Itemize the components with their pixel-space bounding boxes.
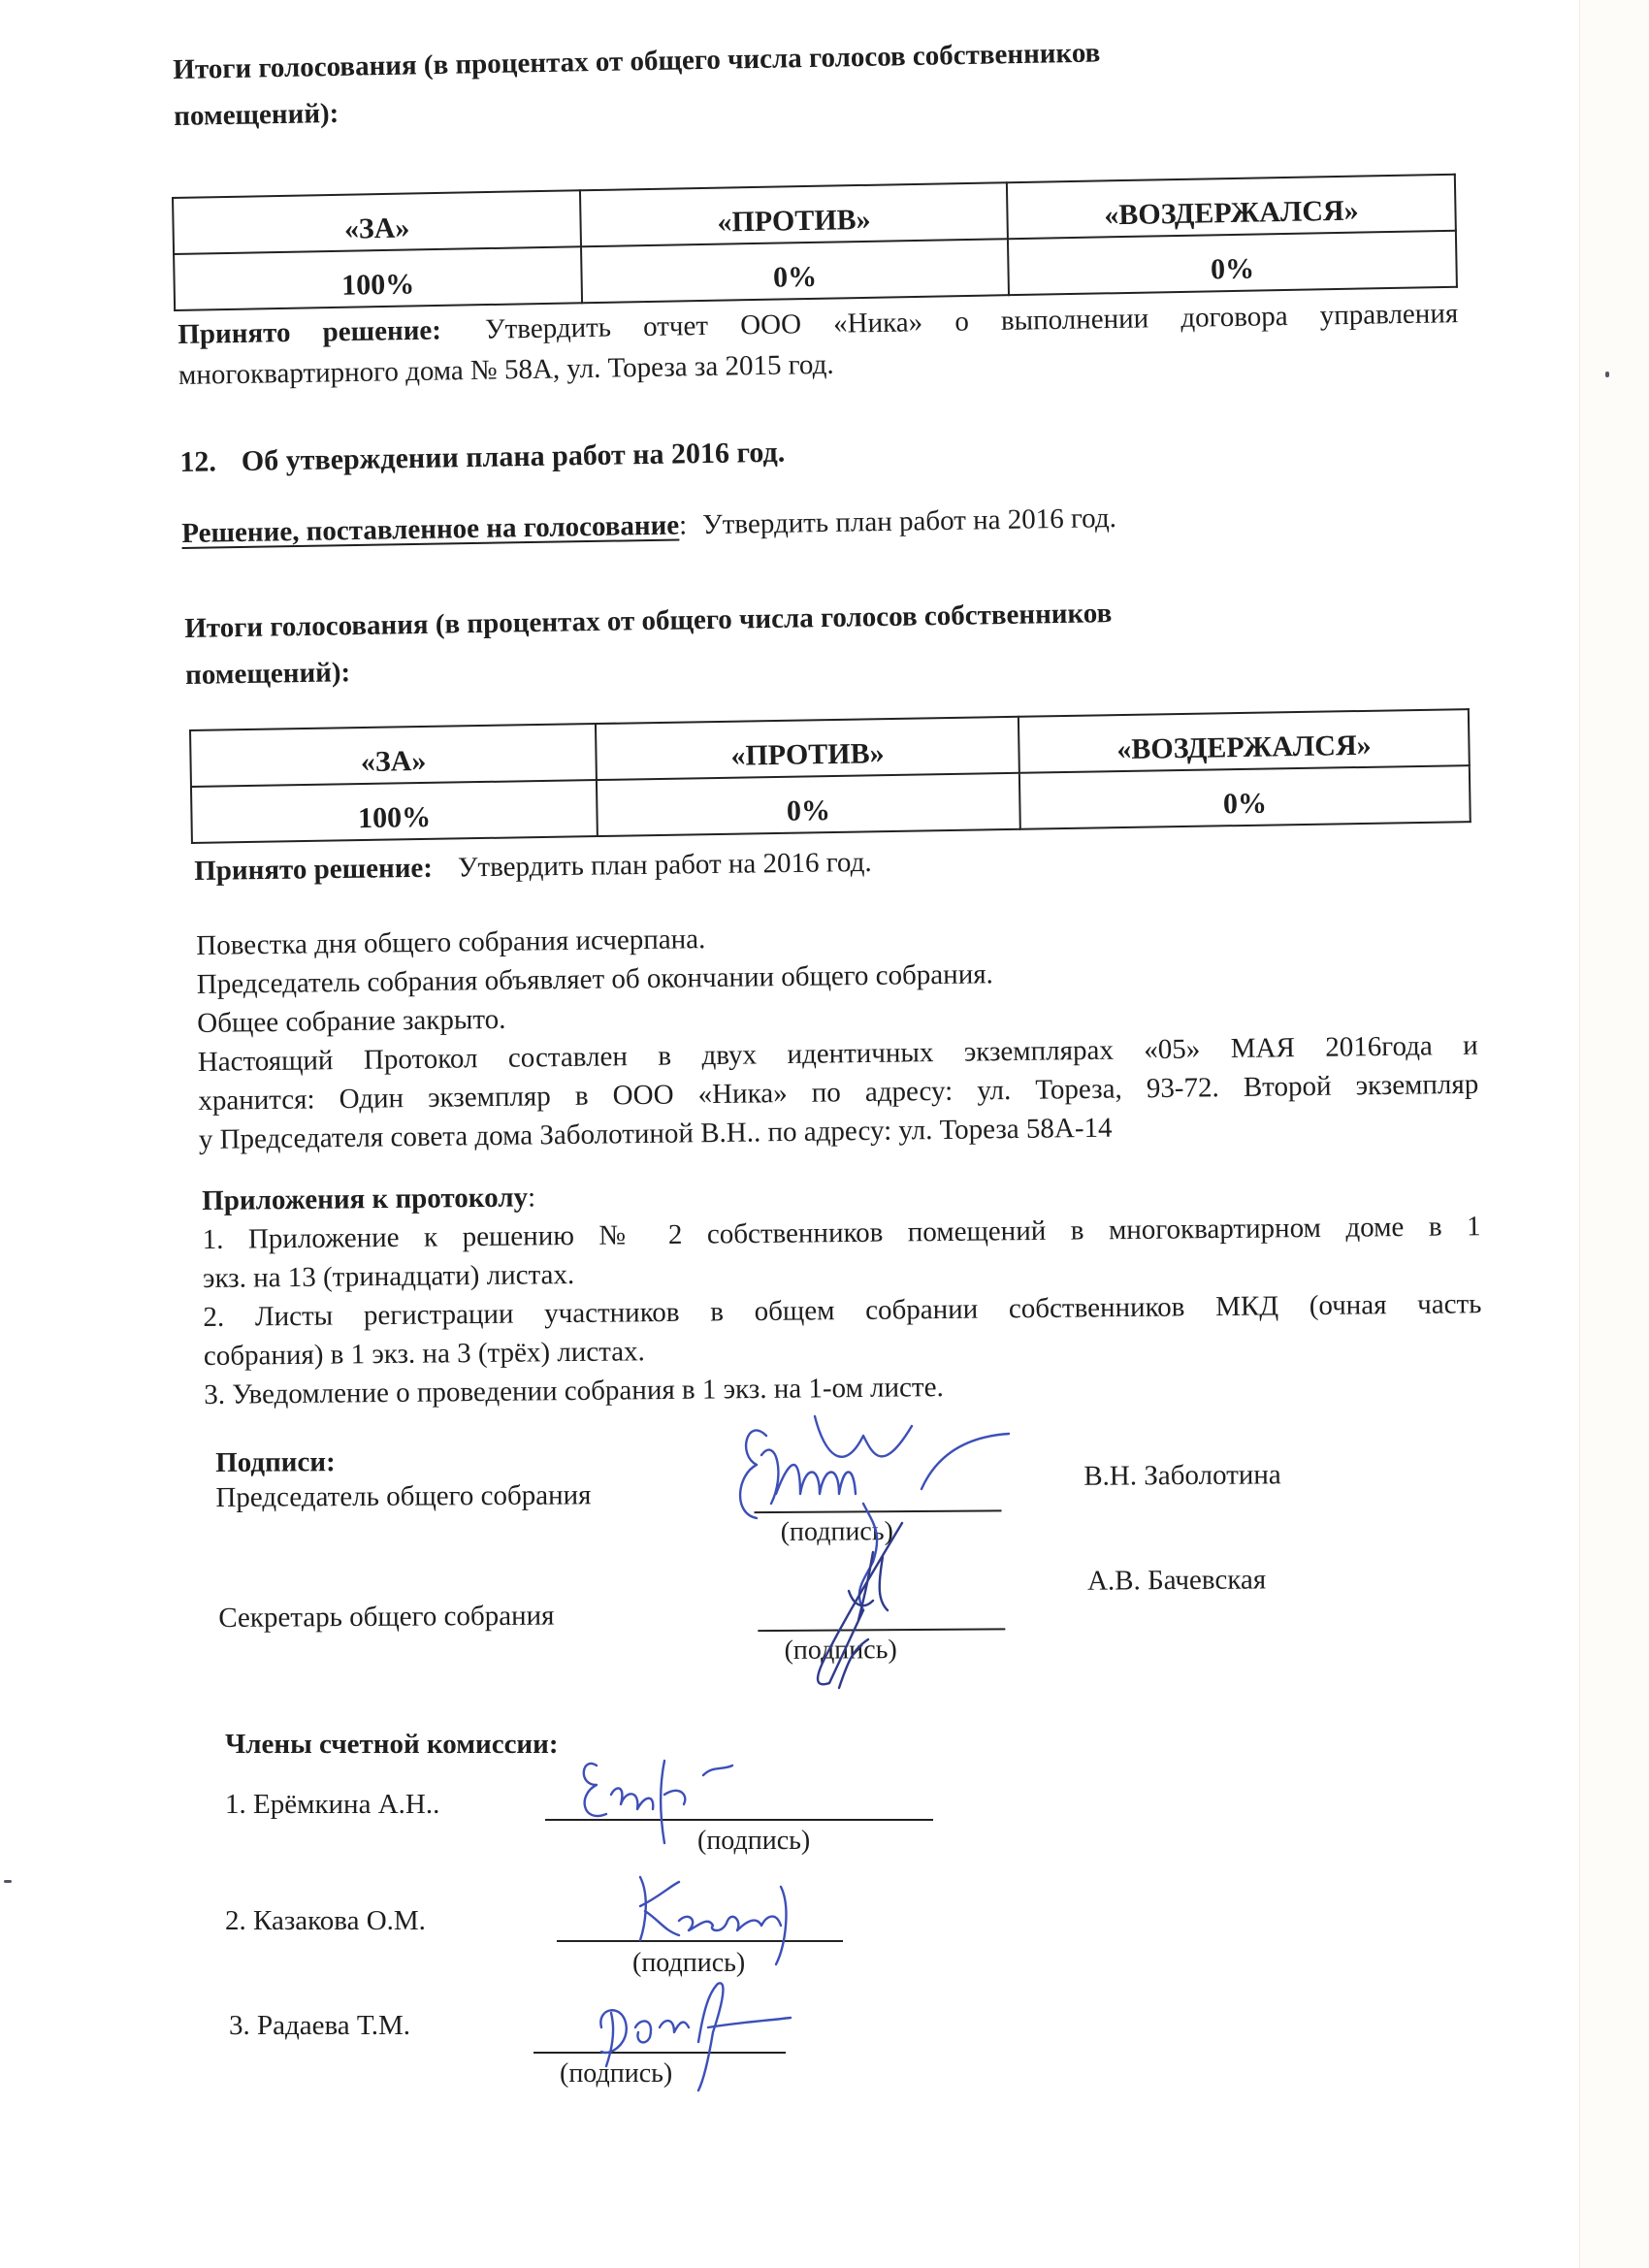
s11-decision-text-line2: многоквартирного дома № 58А, ул. Тореза за 2015 год.: [178, 348, 834, 391]
commission-member-1-signature-stroke: [584, 1761, 732, 1843]
closing-block: [196, 910, 1479, 1159]
s12-decision: [194, 843, 872, 891]
commission-member-3-signature-stroke: [600, 1983, 791, 2090]
s12-decision-label: Принято решение:: [194, 852, 434, 887]
s11-header-vozderzhalsya: «ВОЗДЕРЖАЛСЯ»: [1007, 175, 1456, 239]
commission-member-1-caption: (подпись): [697, 1826, 811, 1856]
chair-role: Председатель общего собрания: [215, 1479, 592, 1513]
s12-number: 12.: [179, 445, 217, 478]
protocol-line-3: у Председателя совета дома Заболотиной В.Н.. по адресу: ул. Тореза 58А-14: [198, 1112, 1113, 1155]
secretary-role: Секретарь общего собрания: [218, 1600, 555, 1634]
s12-proposal-text: Утвердить план работ на 2016 год.: [701, 502, 1117, 541]
s11-votes-table: [172, 174, 1458, 311]
s12-header-za: «ЗА»: [190, 724, 597, 787]
commission-member-2-handwritten-signature: [621, 1867, 834, 1974]
s11-results-heading: [173, 33, 1101, 136]
commission-member-2-name: 2. Казакова О.М.: [225, 1905, 426, 1936]
signatures-heading: Подписи:: [215, 1446, 336, 1478]
scan-speck: [4, 1880, 12, 1883]
commission-heading: [225, 1725, 559, 1764]
s11-value-protiv: 0%: [581, 239, 1009, 303]
closing-line-1: Повестка дня общего собрания исчерпана.: [196, 923, 706, 961]
attachments-heading-colon: :: [527, 1182, 536, 1214]
s12-votes-table-wrap: [189, 708, 1471, 844]
s12-results-heading: [184, 594, 1113, 695]
s12-title: Об утверждении плана работ на 2016 год.: [241, 436, 786, 477]
protocol-line-1: Настоящий Протокол составлен в двух идентичных экземплярах «05» МАЯ 2016года и: [197, 1029, 1478, 1078]
attachment-1-line2: экз. на 13 (тринадцати) листах.: [202, 1258, 575, 1294]
s12-proposal-colon: :: [678, 509, 688, 541]
s12-value-protiv: 0%: [597, 773, 1020, 836]
attachments-block: [202, 1168, 1482, 1414]
s12-votes-table: [189, 708, 1471, 844]
s12-value-za: 100%: [191, 780, 598, 843]
commission-member-1-name: 1. Ерёмкина А.Н..: [225, 1789, 440, 1820]
s12-decision-text: Утвердить план работ на 2016 год.: [457, 846, 872, 884]
commission-member-3-caption: (подпись): [560, 2058, 673, 2089]
scan-speck: [1605, 372, 1609, 377]
s11-value-vozderzhalsya: 0%: [1008, 231, 1457, 295]
chair-signature-caption: (подпись): [780, 1516, 894, 1547]
commission-member-2-caption: (подпись): [632, 1948, 746, 1978]
s11-decision-text-line1: Утвердить отчет ООО «Ника» о выполнении договора управления: [484, 298, 1459, 345]
secretary-handwritten-signature: [757, 1513, 951, 1707]
s11-decision: [178, 294, 1459, 395]
s11-header-protiv: «ПРОТИВ»: [580, 182, 1008, 246]
s11-decision-label: Принято решение:: [178, 314, 442, 350]
s12-value-vozderzhalsya: 0%: [1019, 765, 1471, 829]
commission-heading-text: Члены счетной комиссии:: [225, 1729, 559, 1760]
s11-value-za: 100%: [174, 246, 582, 310]
attachment-1-line1: 1. Приложение к решению № 2 собственников помещений в многоквартирном доме в 1: [202, 1211, 1481, 1255]
chair-name: В.Н. Заболотина: [1083, 1459, 1281, 1492]
s12-results-heading-line1: Итоги голосования (в процентах от общего числа голосов собственников: [184, 598, 1113, 644]
commission-member-3-name: 3. Радаева Т.М.: [229, 2010, 411, 2041]
commission-member-3-handwritten-signature: [582, 1974, 805, 2100]
s12-header-vozderzhalsya: «ВОЗДЕРЖАЛСЯ»: [1018, 709, 1470, 773]
protocol-line-2: хранится: Один экземпляр в ООО «Ника» по адресу: ул. Тореза, 93-72. Второй экземпляр: [198, 1068, 1479, 1117]
s11-header-za: «ЗА»: [173, 190, 581, 254]
commission-member-2-signature-stroke: [640, 1877, 786, 1964]
s12-heading: [179, 429, 786, 487]
s11-results-heading-line2: помещений):: [173, 97, 340, 132]
closing-line-3: Общее собрание закрыто.: [197, 1003, 506, 1039]
attachments-heading: Приложения к протоколу: [202, 1182, 529, 1216]
s11-votes-table-wrap: [172, 174, 1458, 311]
secretary-name: А.В. Бачевская: [1086, 1564, 1267, 1597]
closing-line-2: Председатель собрания объявляет об окончании общего собрания.: [196, 958, 994, 1000]
attachment-2-line1: 2. Листы регистрации участников в общем собрании собственников МКД (очная часть: [203, 1288, 1482, 1333]
s11-results-heading-line1: Итоги голосования (в процентах от общего числа голосов собственников: [173, 37, 1101, 85]
attachment-3-line1: 3. Уведомление о проведении собрания в 1 экз. на 1-ом листе.: [204, 1372, 944, 1410]
s12-results-heading-line2: помещений):: [184, 657, 351, 691]
chair-signature-flourish: [922, 1434, 1009, 1489]
secretary-signature-stroke: [818, 1523, 902, 1688]
secretary-signature-caption: (подпись): [784, 1635, 897, 1666]
attachment-2-line2: собрания) в 1 экз. на 3 (трёх) листах.: [203, 1336, 645, 1372]
s12-header-protiv: «ПРОТИВ»: [596, 717, 1019, 780]
s12-proposal: [181, 499, 1116, 553]
s12-proposal-label: Решение, поставленное на голосование: [181, 509, 680, 549]
commission-member-1-handwritten-signature: [567, 1746, 781, 1853]
